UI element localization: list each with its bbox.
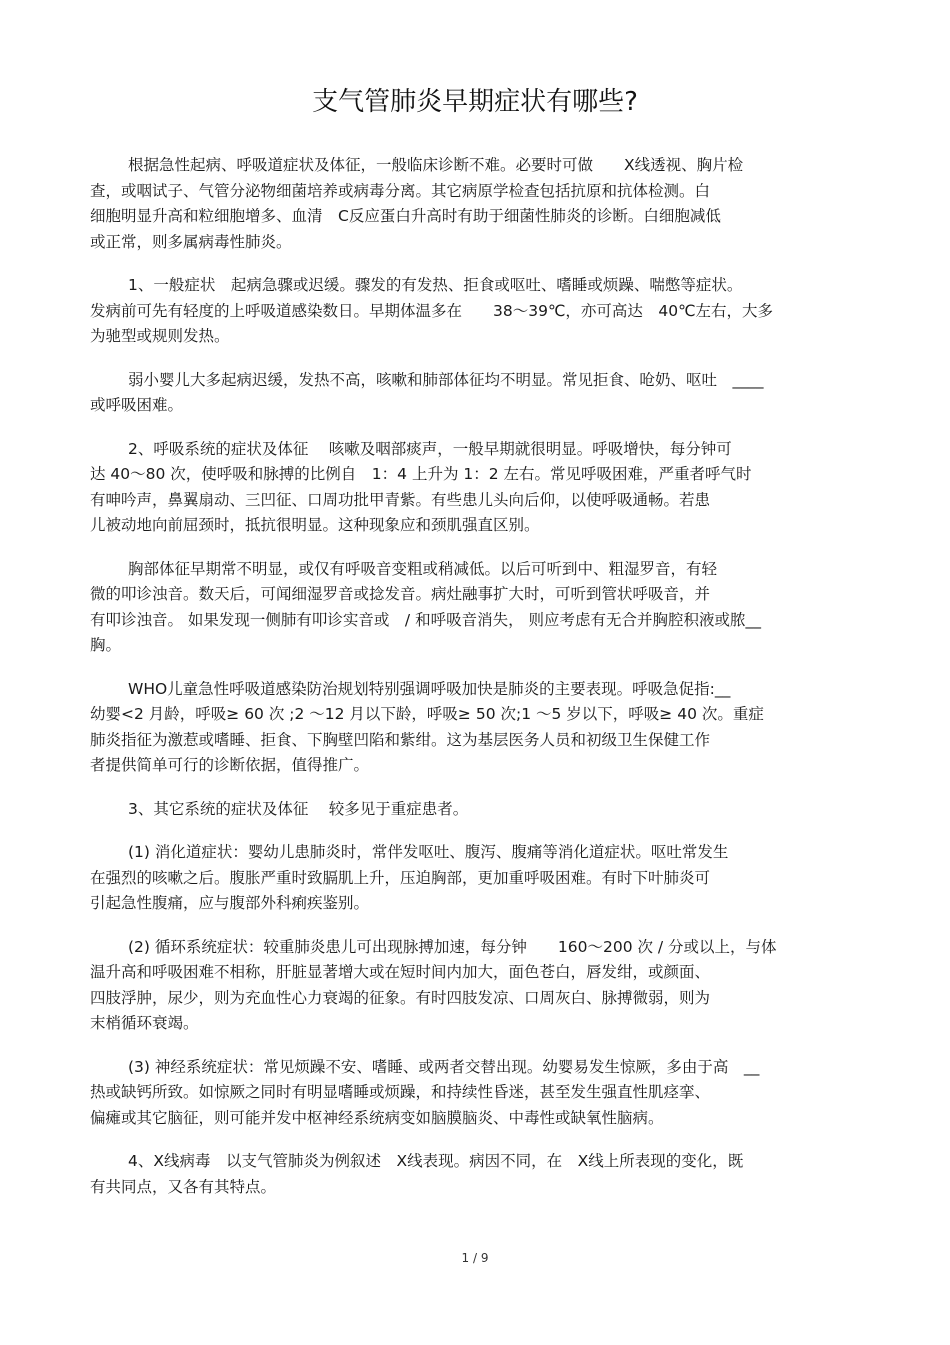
- paragraph-chest-signs: [90, 557, 862, 659]
- paragraph-general-symptoms: [90, 273, 862, 350]
- text-line: 1、一般症状 起病急骤或迟缓。骤发的有发热、拒食或呕吐、嗜睡或烦躁、喘憋等症状。: [128, 276, 743, 294]
- text-line: 偏瘫或其它脑征，则可能并发中枢神经系统病变如脑膜脑炎、中毒性或缺氧性脑病。: [90, 1108, 664, 1127]
- paragraph-respiratory: [90, 437, 862, 539]
- text-line: (2) 循环系统症状：较重肺炎患儿可出现脉搏加速，每分钟 160～200 次 / 分或以上，与体: [128, 937, 777, 956]
- page-number: 1 / 9: [461, 1251, 489, 1265]
- text-line: 发病前可先有轻度的上呼吸道感染数日。早期体温多在 38～39℃，亦可高达 40℃左右，大多: [90, 301, 773, 320]
- document-title: 支气管肺炎早期症状有哪些?: [312, 87, 638, 117]
- text-line: 有呻吟声，鼻翼扇动、三凹征、口周功批甲青紫。有些患儿头向后仰，以使呼吸通畅。若患: [90, 490, 711, 509]
- text-line: 热或缺钙所致。如惊厥之同时有明显嗜睡或烦躁，和持续性昏迷，甚至发生强直性肌痉挛、: [90, 1083, 711, 1101]
- text-line: 细胞明显升高和粒细胞增多、血清 C反应蛋白升高时有助于细菌性肺炎的诊断。白细胞减低: [90, 207, 721, 225]
- text-line: 或呼吸困难。: [90, 396, 184, 414]
- paragraph-who: [90, 677, 862, 779]
- paragraph-nervous: [90, 1055, 862, 1132]
- paragraph-infants: [90, 368, 862, 419]
- text-line: 根据急性起病、呼吸道症状及体征，一般临床诊断不难。必要时可做 X线透视、胸片检: [128, 156, 744, 174]
- text-line: 有叩诊浊音。 如果发现一侧肺有叩诊实音或 / 和呼吸音消失， 则应考虑有无合并胸腔积液或脓__: [90, 610, 762, 629]
- text-line: 有共同点，又各有其特点。: [90, 1177, 277, 1196]
- paragraph-circulatory: [90, 935, 862, 1037]
- text-line: 末梢循环衰竭。: [90, 1014, 199, 1032]
- text-line: 或正常，则多属病毒性肺炎。: [90, 232, 292, 251]
- text-line: 者提供简单可行的诊断依据，值得推广。: [90, 756, 370, 774]
- text-line: 3、其它系统的症状及体征 较多见于重症患者。: [128, 799, 469, 818]
- text-line: 儿被动地向前屈颈时，抵抗很明显。这种现象应和颈肌强直区别。: [90, 516, 540, 534]
- text-line: 4、X线病毒 以支气管肺炎为例叙述 X线表现。病因不同，在 X线上所表现的变化，既: [128, 1152, 744, 1170]
- paragraph-diagnosis: [90, 153, 862, 255]
- text-line: WHO儿童急性呼吸道感染防治规划特别强调呼吸加快是肺炎的主要表现。呼吸急促指:__: [128, 679, 731, 698]
- text-line: (1) 消化道症状：婴幼儿患肺炎时，常伴发呕吐、腹泻、腹痛等消化道症状。呕吐常发生: [128, 843, 729, 861]
- paragraph-xray: [90, 1149, 862, 1200]
- text-line: 2、呼吸系统的症状及体征 咳嗽及咽部痰声，一般早期就很明显。呼吸增快，每分钟可: [128, 439, 732, 458]
- text-line: 在强烈的咳嗽之后。腹胀严重时致膈肌上升，压迫胸部，更加重呼吸困难。有时下叶肺炎可: [90, 868, 711, 887]
- text-line: 胸部体征早期常不明显，或仅有呼吸音变粗或稍减低。以后可听到中、粗湿罗音，有轻: [128, 559, 718, 578]
- text-line: 弱小婴儿大多起病迟缓，发热不高，咳嗽和肺部体征均不明显。常见拒食、呛奶、呕吐 ____: [128, 370, 764, 389]
- text-line: 微的叩诊浊音。数天后，可闻细湿罗音或捻发音。病灶融事扩大时，可听到管状呼吸音，并: [90, 585, 711, 603]
- text-line: 达 40～80 次，使呼吸和脉搏的比例自 1：4 上升为 1：2 左右。常见呼吸困难，严重者呼气时: [90, 465, 752, 483]
- text-line: 四肢浮肿，尿少，则为充血性心力衰竭的征象。有时四肢发凉、口周灰白、脉搏微弱，则为: [90, 988, 711, 1007]
- text-line: 查，或咽试子、气管分泌物细菌培养或病毒分离。其它病原学检查包括抗原和抗体检测。白: [90, 181, 711, 200]
- text-line: (3) 神经系统症状：常见烦躁不安、嗜睡、或两者交替出现。幼婴易发生惊厥，多由于高 __: [128, 1057, 760, 1076]
- document-body: [90, 153, 862, 1218]
- paragraph-other-systems: [90, 797, 862, 823]
- text-line: 肺炎指征为激惹或嗜睡、拒食、下胸壁凹陷和紫绀。这为基层医务人员和初级卫生保健工作: [90, 730, 711, 749]
- text-line: 为驰型或规则发热。: [90, 327, 230, 345]
- paragraph-digestive: [90, 840, 862, 917]
- text-line: 幼婴<2 月龄，呼吸≥ 60 次 ;2 ～12 月以下龄，呼吸≥ 50 次;1 ～5 岁以下，呼吸≥ 40 次。重症: [90, 705, 764, 723]
- text-line: 胸。: [90, 636, 122, 654]
- text-line: 引起急性腹痛，应与腹部外科痢疾鉴别。: [90, 894, 370, 912]
- text-line: 温升高和呼吸困难不相称，肝脏显著增大或在短时间内加大，面色苍白，唇发绀，或颜面、: [90, 963, 711, 981]
